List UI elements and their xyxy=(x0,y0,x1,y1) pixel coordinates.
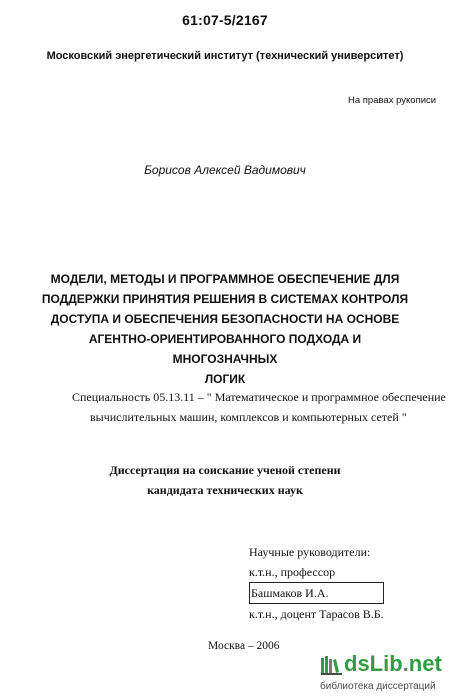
document-code: 61:07-5/2167 xyxy=(182,12,268,28)
title-line: ПОДДЕРЖКИ ПРИНЯТИЯ РЕШЕНИЯ В СИСТЕМАХ КОНТРОЛЯ xyxy=(41,292,409,306)
title-line: МОДЕЛИ, МЕТОДЫ И ПРОГРАММНОЕ ОБЕСПЕЧЕНИЕ ДЛЯ xyxy=(50,272,400,286)
bookshelf-icon xyxy=(320,654,344,676)
watermark-brand-dot: . xyxy=(402,651,409,676)
watermark-brand-main: dsLib xyxy=(344,651,403,676)
dissertation-title xyxy=(40,269,410,389)
supervisors-block xyxy=(249,542,384,624)
supervisor-2: к.т.н., доцент Тарасов В.Б. xyxy=(249,607,384,621)
supervisor-1-title: к.т.н., профессор xyxy=(249,565,336,579)
title-line: ЛОГИК xyxy=(204,372,246,386)
supervisor-1-name: Башмаков И.А. xyxy=(249,582,384,604)
specialty-block xyxy=(72,387,446,427)
title-line: АГЕНТНО-ОРИЕНТИРОВАННОГО ПОДХОДА И МНОГОЗНАЧНЫХ xyxy=(88,332,362,366)
specialty-line-2: вычислительных машин, комплексов и компьютерных сетей " xyxy=(90,410,407,424)
title-line: ДОСТУПА И ОБЕСПЕЧЕНИЯ БЕЗОПАСНОСТИ НА ОСНОВЕ xyxy=(50,312,400,326)
rights-note: На правах рукописи xyxy=(348,95,437,106)
degree-line-1: Диссертация на соискание ученой степени xyxy=(109,463,341,477)
city-year: Москва – 2006 xyxy=(208,640,280,652)
institute-name: Московский энергетический институт (технический университет) xyxy=(46,50,404,62)
watermark-brand xyxy=(344,651,442,677)
specialty-line-1: Специальность 05.13.11 – " Математическое и программное обеспечение xyxy=(72,390,446,404)
degree-block xyxy=(0,460,450,500)
watermark-subtitle: библиотека диссертаций xyxy=(320,681,436,692)
supervisor-1 xyxy=(249,562,384,604)
degree-line-2: кандидата технических наук xyxy=(147,483,303,497)
author-name: Борисов Алексей Вадимович xyxy=(144,163,306,177)
supervisors-heading: Научные руководители: xyxy=(249,545,371,559)
dslib-watermark[interactable] xyxy=(320,651,450,699)
watermark-brand-tld: net xyxy=(408,651,442,676)
